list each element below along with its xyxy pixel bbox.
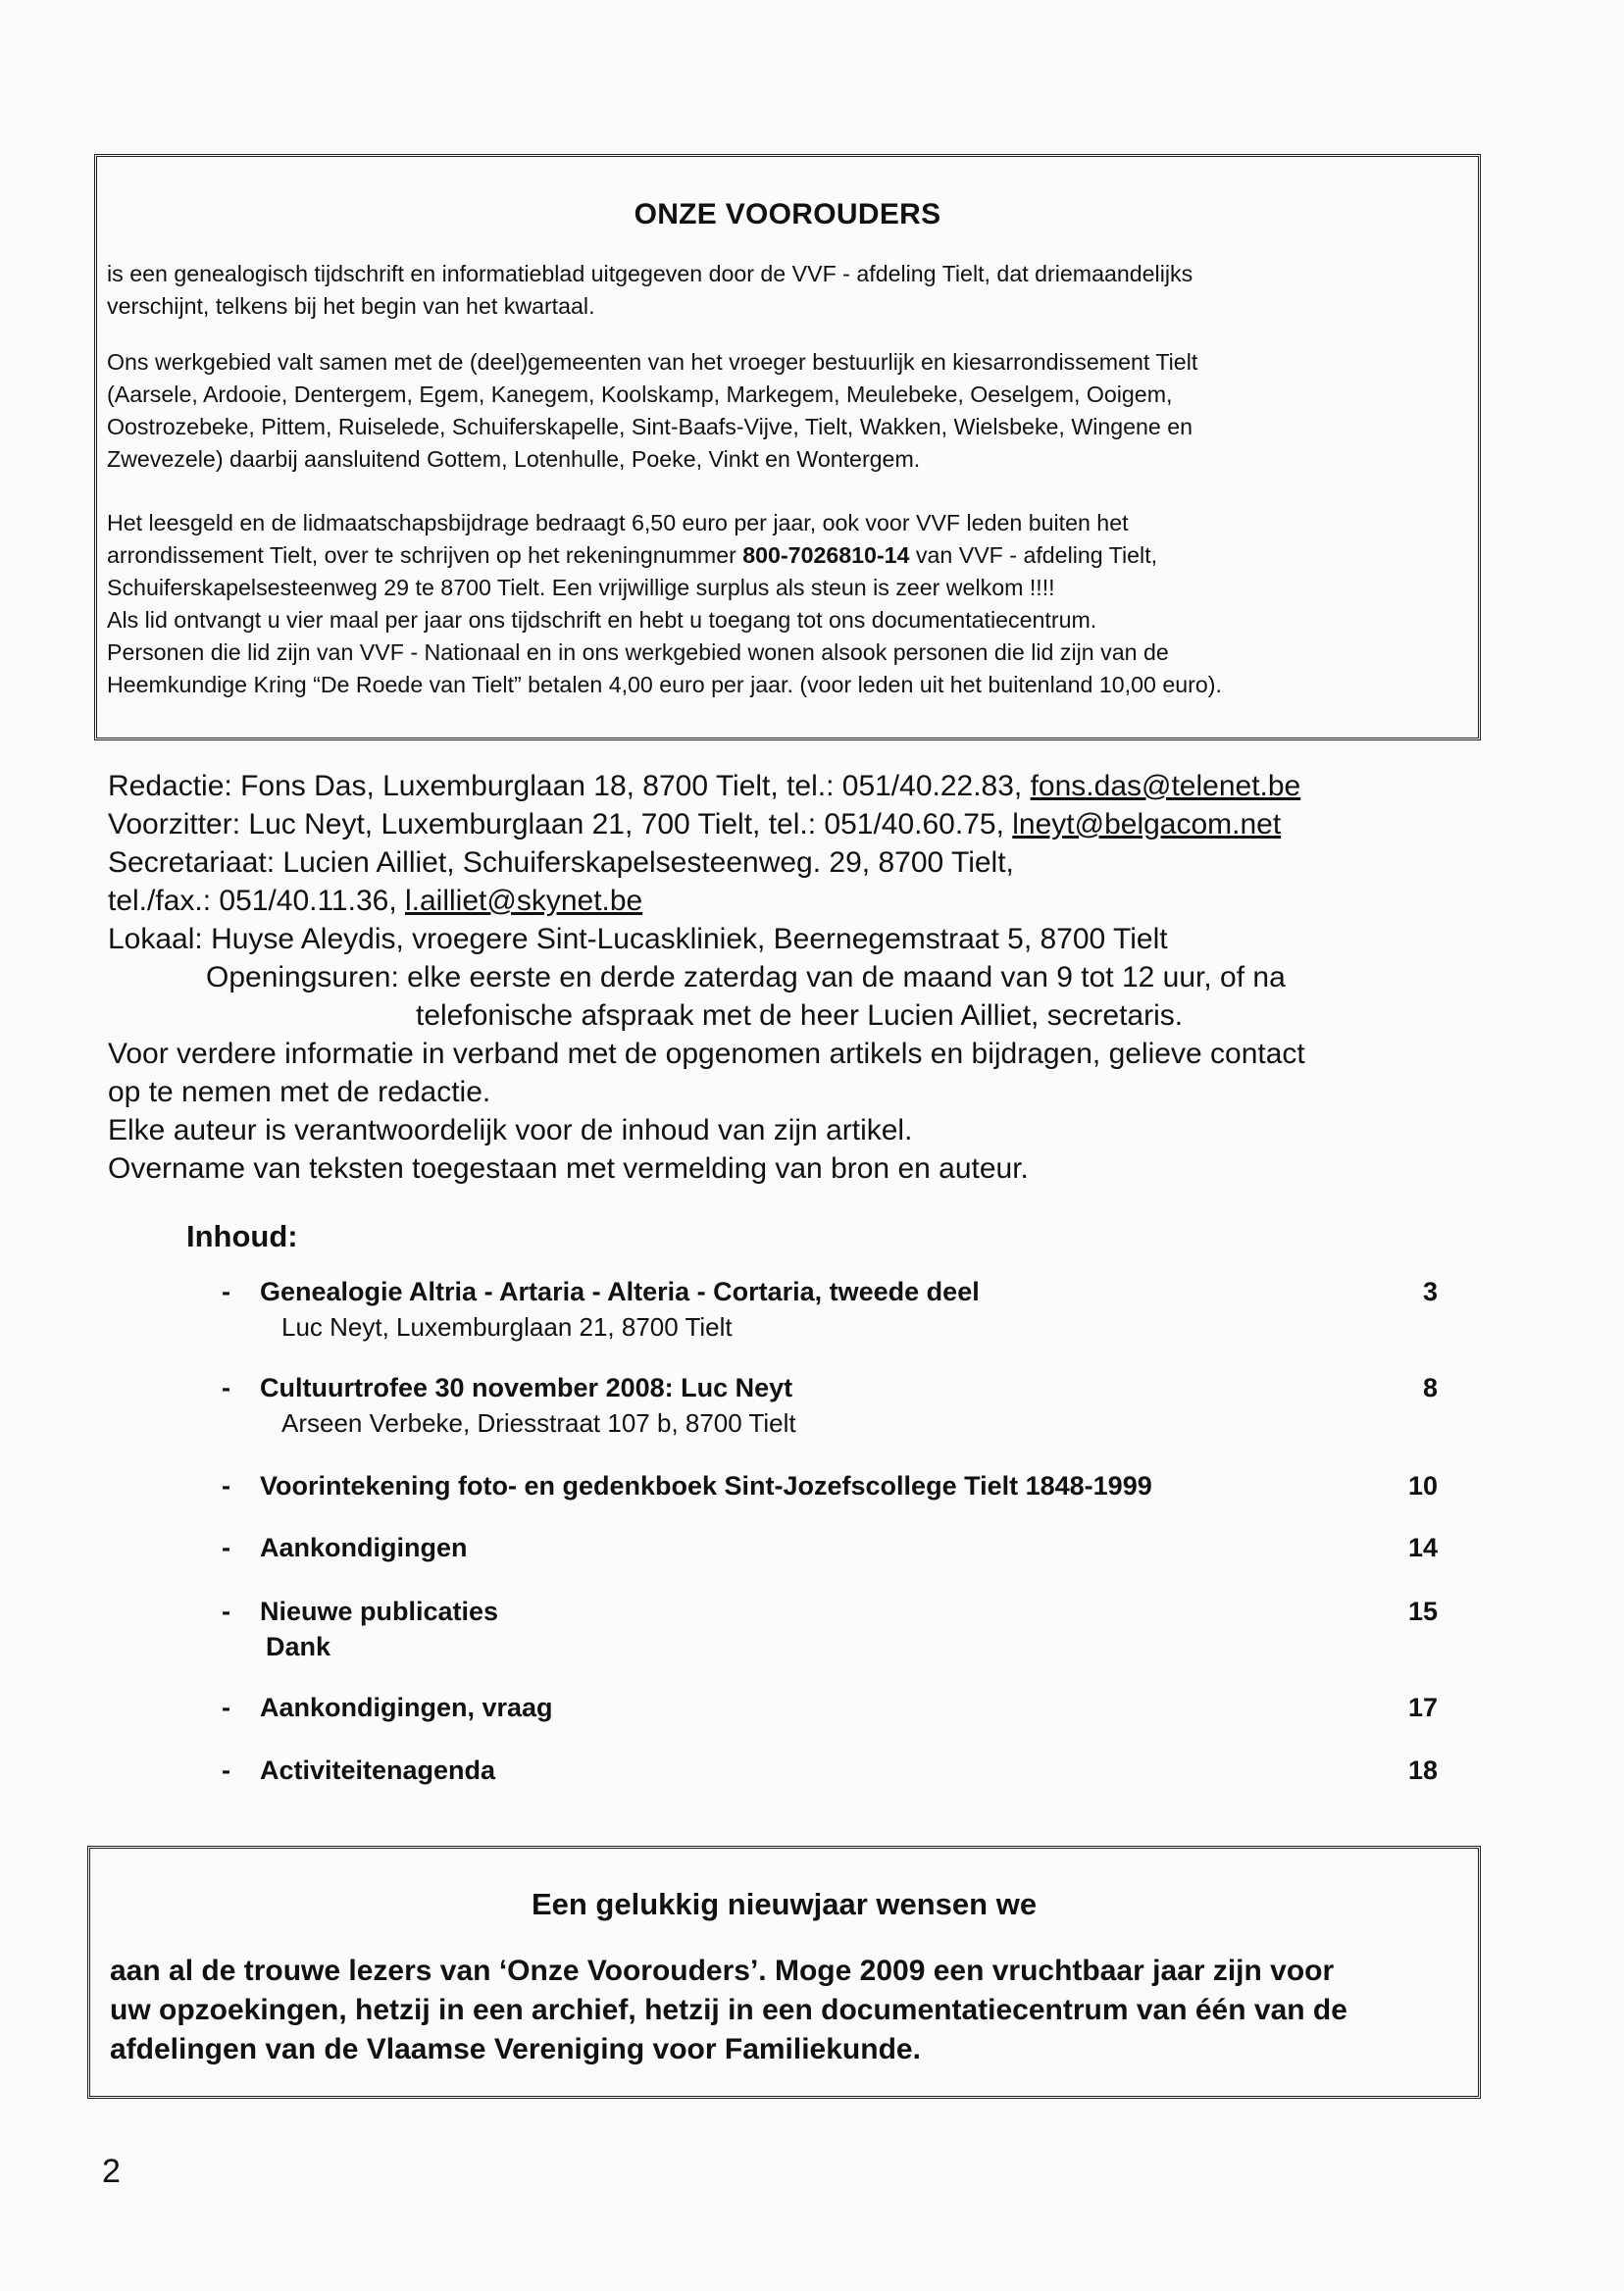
contents-item-page: 3	[1422, 1277, 1438, 1306]
redactie-line	[108, 770, 1300, 803]
secretariaat-line: Secretariaat: Lucien Ailliet, Schuiferskapelsesteenweg. 29, 8700 Tielt,	[108, 846, 1014, 879]
contents-item-title: Nieuwe publicaties	[260, 1597, 499, 1626]
text-line	[107, 539, 1468, 572]
membership-paragraph	[107, 507, 1468, 701]
info-box	[94, 154, 1481, 740]
dash: -	[222, 1693, 230, 1722]
contents-item-title: Genealogie Altria - Artaria - Alteria - Cortaria, tweede deel	[260, 1277, 980, 1306]
text-line: verschijnt, telkens bij het begin van het kwartaal.	[107, 293, 595, 319]
dash: -	[222, 1373, 230, 1402]
voorzitter-email-link[interactable]: lneyt@belgacom.net	[1012, 808, 1282, 840]
text-line: Heemkundige Kring “De Roede van Tielt” betalen 4,00 euro per jaar. (voor leden uit het buitenland 10,00 euro).	[107, 672, 1222, 697]
contents-item-author: Luc Neyt, Luxemburglaan 21, 8700 Tielt	[281, 1312, 733, 1342]
info-box-title: ONZE VOOROUDERS	[634, 198, 941, 230]
dash: -	[222, 1533, 230, 1562]
contents-item-subtitle: Dank	[266, 1632, 331, 1661]
intro-paragraph	[107, 258, 1468, 323]
contents-item-page: 10	[1407, 1471, 1438, 1501]
telfax-line	[108, 885, 642, 918]
contents-item-title: Voorintekening foto- en gedenkboek Sint-Jozefscollege Tielt 1848-1999	[260, 1471, 1152, 1501]
openingsuren-line-2: telefonische afspraak met de heer Lucien Ailliet, secretaris.	[416, 999, 1184, 1032]
text-line: afdelingen van de Vlaamse Vereniging voor Familiekunde.	[110, 2033, 921, 2065]
account-number: 800-7026810-14	[742, 542, 910, 568]
contents-item-title: Activiteitenagenda	[260, 1756, 496, 1785]
info-line: Voor verdere informatie in verband met de opgenomen artikels en bijdragen, gelieve contact	[108, 1038, 1305, 1070]
text-line: is een genealogisch tijdschrift en informatieblad uitgegeven door de VVF - afdeling Tielt, dat driemaandelijks	[107, 261, 1193, 286]
contents-item-author: Arseen Verbeke, Driesstraat 107 b, 8700 Tielt	[281, 1408, 796, 1438]
contents-item-page: 14	[1407, 1533, 1438, 1562]
dash: -	[222, 1597, 230, 1626]
contents-heading: Inhoud:	[186, 1219, 298, 1253]
contents-item-page: 17	[1407, 1693, 1438, 1722]
text-line: Als lid ontvangt u vier maal per jaar ons tijdschrift en hebt u toegang tot ons documentatiecentrum.	[107, 607, 1097, 633]
voorzitter-line	[108, 808, 1281, 841]
overname-line: Overname van teksten toegestaan met vermelding van bron en auteur.	[108, 1152, 1029, 1185]
text-line: uw opzoekingen, hetzij in een archief, hetzij in een documentatiecentrum van één van de	[110, 1994, 1347, 2026]
contents-item-title: Cultuurtrofee 30 november 2008: Luc Neyt	[260, 1373, 793, 1402]
lokaal-line: Lokaal: Huyse Aleydis, vroegere Sint-Lucaskliniek, Beernegemstraat 5, 8700 Tielt	[108, 923, 1168, 955]
voorzitter-text: Voorzitter: Luc Neyt, Luxemburglaan 21, 700 Tielt, tel.: 051/40.60.75,	[108, 808, 1013, 840]
text-line: Ons werkgebied valt samen met de (deel)gemeenten van het vroeger bestuurlijk en kiesarrondissement Tielt	[107, 349, 1198, 375]
redactie-text: Redactie: Fons Das, Luxemburglaan 18, 8700 Tielt, tel.: 051/40.22.83,	[108, 770, 1031, 802]
text-line: Oostrozebeke, Pittem, Ruiselede, Schuiferskapelle, Sint-Baafs-Vijve, Tielt, Wakken, Wielsbeke, Wingene en	[107, 414, 1193, 439]
text-fragment: van VVF - afdeling Tielt,	[909, 542, 1158, 568]
contents-item-title: Aankondigingen	[260, 1533, 468, 1562]
work-area-paragraph	[107, 346, 1468, 476]
info-line-2: op te nemen met de redactie.	[108, 1076, 491, 1108]
dash: -	[222, 1756, 230, 1785]
contents-item-page: 15	[1407, 1597, 1438, 1626]
auteur-line: Elke auteur is verantwoordelijk voor de inhoud van zijn artikel.	[108, 1114, 913, 1146]
contents-item-page: 18	[1407, 1756, 1438, 1785]
text-line: (Aarsele, Ardooie, Dentergem, Egem, Kanegem, Koolskamp, Markegem, Meulebeke, Oeselgem, Ooigem,	[107, 382, 1173, 407]
text-line: Zwevezele) daarbij aansluitend Gottem, Lotenhulle, Poeke, Vinkt en Wontergem.	[107, 446, 921, 472]
newyear-box	[87, 1846, 1481, 2099]
text-fragment: arrondissement Tielt, over te schrijven op het rekeningnummer	[107, 542, 743, 568]
text-line: Schuiferskapelsesteenweg 29 te 8700 Tielt. Een vrijwillige surplus als steun is zeer welkom !!!!	[107, 575, 1055, 600]
dash: -	[222, 1277, 230, 1306]
secretariaat-email-link[interactable]: l.ailliet@skynet.be	[405, 885, 643, 917]
newyear-paragraph	[110, 1952, 1468, 2069]
text-line: aan al de trouwe lezers van ‘Onze Voorouders’. Moge 2009 een vruchtbaar jaar zijn voor	[110, 1955, 1335, 1987]
contents-item-page: 8	[1422, 1373, 1438, 1402]
telfax-text: tel./fax.: 051/40.11.36,	[108, 885, 405, 917]
page-number: 2	[102, 2153, 121, 2190]
dash: -	[222, 1471, 230, 1501]
redactie-email-link[interactable]: fons.das@telenet.be	[1030, 770, 1301, 802]
text-line: Het leesgeld en de lidmaatschapsbijdrage bedraagt 6,50 euro per jaar, ook voor VVF leden buiten het	[107, 510, 1129, 535]
openingsuren-line: Openingsuren: elke eerste en derde zaterdag van de maand van 9 tot 12 uur, of na	[206, 961, 1286, 993]
newyear-title: Een gelukkig nieuwjaar wensen we	[531, 1887, 1038, 1921]
contents-item-title: Aankondigingen, vraag	[260, 1693, 553, 1722]
text-line: Personen die lid zijn van VVF - Nationaal en in ons werkgebied wonen alsook personen die lid zijn van de	[107, 639, 1169, 665]
